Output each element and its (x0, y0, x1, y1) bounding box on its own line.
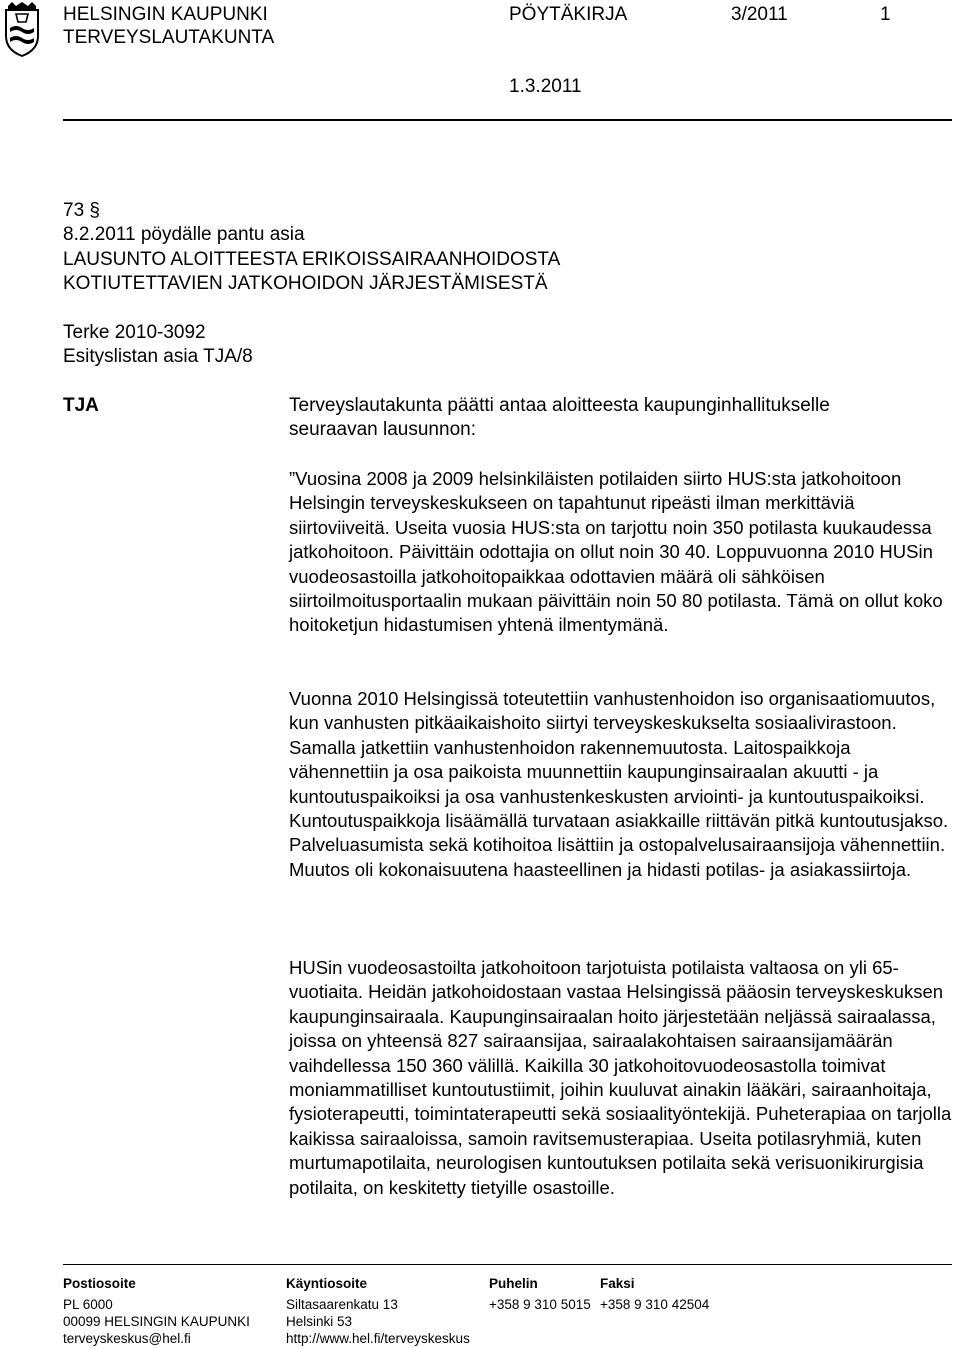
section-title-line2: KOTIUTETTAVIEN JATKOHOIDON JÄRJESTÄMISESTÄ (63, 273, 548, 294)
paragraph-text: HUSin vuodeosastoilta jatkohoitoon tarjotuista potilaista valtaosa on yli 65-vuotiaita. Heidän jatkohoidostaan vastaa Helsingissä pääosin terveyskeskuksen kaupunginsairaala. Kaupunginsairaalan hoito järjestetään neljässä sairaalassa, joissa on yhteensä 827 sairaansijaa, sairaalakohtaisen sairaansijamäärän vaihdellessa 150 360 välillä. Kaikilla 30 jatkohoitovuodeosastolla toimivat moniammatilliset kuntoutustiimit, joihin kuuluvat ainakin lääkäri, sairaanhoitaja, fysioterapeutti, toimintaterapeutti sekä sosiaalityöntekijä. Puheterapiaa on tarjolla kaikissa sairaaloissa, samoin ravitsemusterapiaa. Useita potilasryhmiä, kuten murtumapotilaita, neurologisen kuntoutuksen potilaita sekä verisuonikirurgisia potilaita, on keskitetty tietyille osastoille. (289, 957, 952, 1198)
header-page-number: 1 (880, 4, 891, 25)
footer-line: 00099 HELSINGIN KAUPUNKI (63, 1314, 250, 1329)
header-doc-number: 3/2011 (731, 4, 788, 25)
helsinki-crest-icon (2, 2, 42, 58)
footer-line: Helsinki 53 (286, 1314, 353, 1329)
reference-terke: Terke 2010-3092 (63, 322, 206, 343)
footer-line: Siltasaarenkatu 13 (286, 1297, 398, 1312)
section-title-line1: LAUSUNTO ALOITTEESTA ERIKOISSAIRAANHOIDOSTA (63, 249, 561, 270)
header-divider (63, 119, 952, 121)
footer-email[interactable]: terveyskeskus@hel.fi (63, 1331, 191, 1346)
footer-heading: Puhelin (489, 1276, 538, 1291)
decision-intro-line1: Terveyslautakunta päätti antaa aloitteesta kaupunginhallitukselle (289, 395, 830, 416)
footer-line: +358 9 310 5015 (489, 1297, 591, 1312)
header-dept: TERVEYSLAUTAKUNTA (63, 27, 275, 48)
header-date: 1.3.2011 (509, 76, 582, 97)
statement-paragraph-2 (289, 687, 954, 882)
footer-heading: Postiosoite (63, 1276, 136, 1291)
footer-divider (63, 1264, 952, 1265)
statement-paragraph-1 (289, 467, 954, 638)
section-number: 73 § (63, 200, 100, 221)
footer-phone (489, 1275, 591, 1313)
paragraph-text: ”Vuosina 2008 ja 2009 helsinkiläisten potilaiden siirto HUS:sta jatkohoitoon Helsingin terveyskeskukseen on tapahtunut ripeästi ilman merkittäviä siirtoviiveitä. Useita vuosia HUS:sta on tarjottu noin 350 potilasta kuukaudessa jatkohoitoon. Päivittäin odottajia on ollut noin 30 40. Loppuvuonna 2010 HUSin vuodeosastoilla jatkohoitopaikkaa odottavien määrä oli sähköisen siirtoilmoitusportaalin mukaan päivittäin noin 50 80 potilasta. Tämä on ollut koko hoitoketjun hidastumisen yhtenä ilmentymänä. (289, 468, 943, 636)
paragraph-text: Vuonna 2010 Helsingissä toteutettiin vanhustenhoidon iso organisaatiomuutos, kun vanhusten pitkäaikaishoito siirtyi terveyskeskukselta sosiaalivirastoon. Samalla jatkettiin vanhustenhoidon rakennemuutosta. Laitospaikkoja vähennettiin ja osa paikoista muunnettiin kaupunginsairaalan akuutti - ja kuntoutuspaikoiksi ja osa vanhustenkeskusten arviointi- ja kuntoutuspaikoiksi. Kuntoutuspaikkoja lisäämällä turvataan asiakkaille riittävän pitkä kuntoutusjakso. Palveluasumista sekä kotihoitoa lisättiin ja ostopalvelusairaansijoja vähennettiin. Muutos oli kokonaisuutena haasteellinen ja hidasti potilas- ja asiakassiirtoja. (289, 688, 949, 880)
footer-line: +358 9 310 42504 (600, 1297, 710, 1312)
footer-heading: Käyntiosoite (286, 1276, 368, 1291)
section-postponed-note: 8.2.2011 pöydälle pantu asia (63, 224, 305, 245)
decision-label: TJA (63, 395, 99, 416)
reference-agenda: Esityslistan asia TJA/8 (63, 346, 253, 367)
decision-intro-line2: seuraavan lausunnon: (289, 419, 476, 440)
footer-heading: Faksi (600, 1276, 635, 1291)
statement-paragraph-3 (289, 956, 954, 1200)
footer-website[interactable]: http://www.hel.fi/terveyskeskus (286, 1331, 470, 1346)
header-doc-type: PÖYTÄKIRJA (509, 4, 628, 25)
footer-postal-address (63, 1275, 250, 1347)
footer-fax (600, 1275, 709, 1313)
footer-visiting-address (286, 1275, 470, 1347)
footer-line: PL 6000 (63, 1297, 113, 1312)
header-org: HELSINGIN KAUPUNKI (63, 4, 268, 25)
